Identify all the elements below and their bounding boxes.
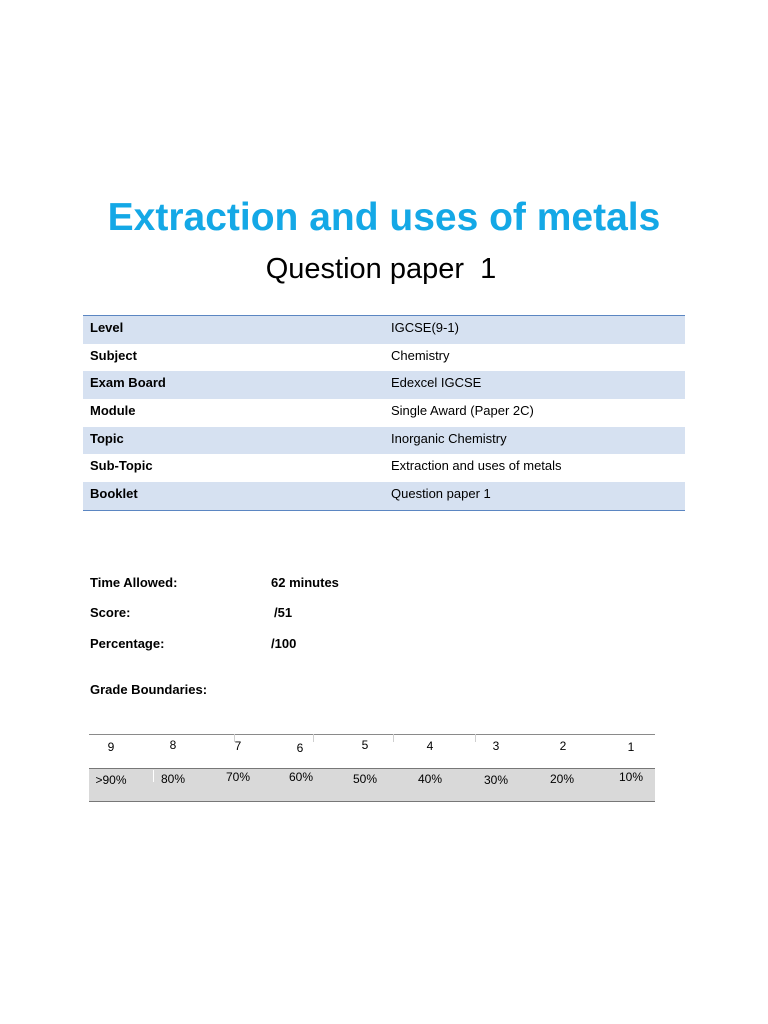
info-value: Extraction and uses of metals [391,458,562,474]
grade-value: 3 [492,739,500,753]
document-subtitle: Question paper 1 [265,253,497,285]
grade-percentage: 40% [417,772,443,786]
info-row-exam-board [83,371,685,399]
grade-value: 6 [296,741,304,755]
info-key: Booklet [90,486,138,502]
grade-value: 4 [426,739,434,753]
info-value: Question paper 1 [391,486,491,502]
grade-boundaries-table [89,734,655,802]
grade-value: 7 [234,739,242,753]
info-value: IGCSE(9-1) [391,320,459,335]
info-row-subject [83,344,685,372]
grade-table-top-border [89,734,655,735]
info-row-sub-topic [83,454,685,482]
info-key: Subject [90,347,137,363]
grade-table-bottom-border [89,801,655,802]
grade-percentage: >90% [95,773,127,787]
score-value: /51 [274,605,293,620]
score-label: Score: [90,605,131,620]
info-value: Inorganic Chemistry [391,430,507,446]
grade-percentage: 10% [618,770,644,784]
info-key: Exam Board [90,375,166,391]
info-row-module [83,399,685,427]
grade-percentage: 60% [288,770,314,784]
time-allowed-label: Time Allowed: [90,575,178,590]
grade-value: 5 [361,738,369,752]
info-row-level [83,316,685,344]
info-key: Module [90,403,136,419]
grade-percentage: 20% [549,772,575,786]
grade-value: 8 [169,738,177,752]
grade-percentage: 50% [352,772,378,786]
info-key: Level [90,320,124,335]
info-value: Edexcel IGCSE [391,375,482,391]
grade-value: 1 [627,740,635,754]
info-value: Chemistry [391,347,450,363]
document-title: Extraction and uses of metals [107,196,661,239]
info-row-booklet [83,482,685,510]
info-key: Topic [90,430,124,446]
grade-percentage: 70% [225,770,251,784]
grade-percentage: 80% [160,772,186,786]
percentage-value: /100 [271,636,297,651]
grade-boundaries-label: Grade Boundaries: [90,682,208,697]
info-row-topic [83,427,685,455]
time-allowed-value: 62 minutes [271,575,339,590]
percentage-label: Percentage: [90,636,165,651]
grade-percentage: 30% [483,773,509,787]
info-value: Single Award (Paper 2C) [391,403,534,419]
info-key: Sub-Topic [90,458,153,474]
info-table [83,315,685,511]
grade-value: 9 [107,740,115,754]
grade-value: 2 [559,739,567,753]
